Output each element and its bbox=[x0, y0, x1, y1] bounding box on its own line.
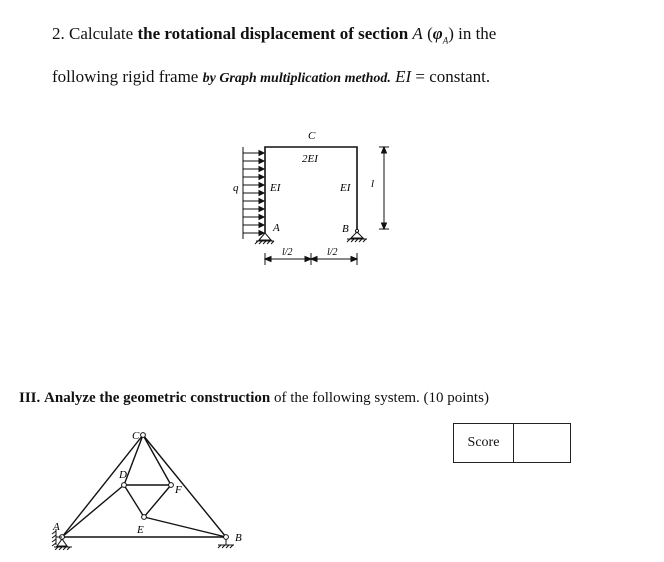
question-text-following: following rigid frame bbox=[52, 67, 199, 86]
question-3-rest: of the following system. (10 points) bbox=[273, 390, 489, 406]
label-span-right: l/2 bbox=[327, 247, 338, 258]
label-height: l bbox=[371, 178, 375, 190]
phi-symbol: φ bbox=[432, 24, 443, 43]
truss-figure bbox=[40, 425, 255, 550]
truss-label-d: D bbox=[119, 469, 127, 481]
phi-close-paren: ) bbox=[448, 24, 454, 43]
question-2-line-1 bbox=[52, 24, 496, 45]
height-dimension bbox=[379, 147, 389, 229]
span-dimension bbox=[265, 253, 357, 265]
label-ei-right: EI bbox=[340, 182, 351, 194]
truss-label-e: E bbox=[137, 524, 144, 536]
ei-label: EI bbox=[395, 67, 412, 86]
label-span-left: l/2 bbox=[282, 247, 293, 258]
label-ei-left: EI bbox=[270, 182, 281, 194]
question-2-line-2 bbox=[52, 67, 490, 87]
truss-members bbox=[62, 435, 226, 537]
rigid-frame-figure bbox=[220, 125, 410, 270]
method-text: by Graph multiplication method. bbox=[202, 71, 391, 86]
support-a bbox=[255, 233, 274, 244]
question-number: 2. bbox=[52, 24, 65, 43]
truss-label-b: B bbox=[235, 532, 242, 544]
question-3-heading bbox=[19, 390, 489, 407]
question-text-in-the: in the bbox=[458, 24, 497, 43]
label-q: q bbox=[233, 182, 239, 194]
section-label: A bbox=[412, 24, 423, 43]
truss-support-b bbox=[218, 539, 234, 548]
question-3-bold: Analyze the geometric construction bbox=[44, 390, 271, 406]
score-box bbox=[453, 423, 571, 463]
question-3-numeral: III. bbox=[19, 390, 41, 406]
score-label: Score bbox=[454, 424, 514, 462]
truss-label-a: A bbox=[53, 521, 60, 533]
phi-subscript: A bbox=[442, 35, 449, 46]
truss-nodes bbox=[60, 433, 229, 540]
distributed-load bbox=[243, 147, 264, 239]
support-b bbox=[347, 229, 367, 242]
question-text-bold: the rotational displacement of section bbox=[137, 24, 409, 43]
phi-open-paren: ( bbox=[427, 24, 433, 43]
truss-label-f: F bbox=[175, 484, 182, 496]
label-2ei: 2EI bbox=[302, 153, 318, 165]
label-c: C bbox=[308, 130, 316, 142]
label-b: B bbox=[342, 223, 349, 235]
score-value-field[interactable] bbox=[514, 424, 570, 462]
truss-label-c: C bbox=[132, 430, 140, 442]
question-text-calculate: Calculate bbox=[69, 24, 134, 43]
label-a: A bbox=[273, 222, 280, 234]
ei-constant: = constant. bbox=[415, 67, 491, 86]
